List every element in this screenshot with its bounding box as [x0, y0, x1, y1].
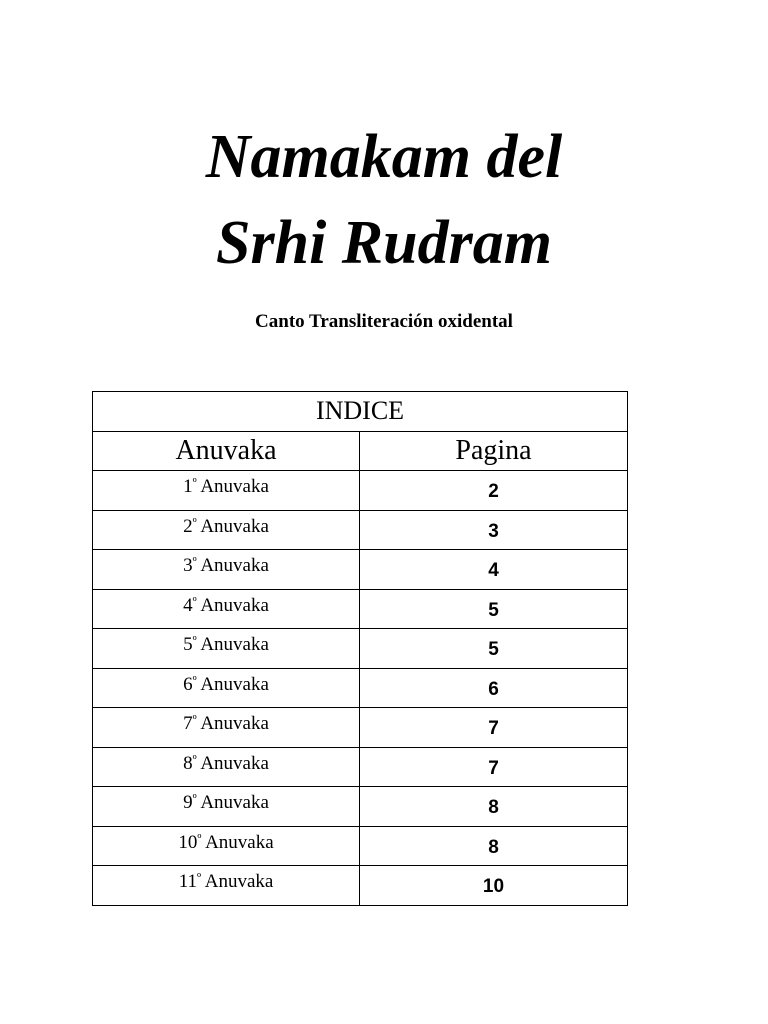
- anuvaka-label: Anuvaka: [200, 752, 269, 774]
- table-row: [93, 471, 628, 511]
- ordinal-mark: º: [197, 830, 202, 846]
- anuvaka-cell: [93, 787, 360, 827]
- ordinal-mark: º: [192, 712, 197, 727]
- title-line-1: Namakam del: [205, 123, 563, 191]
- anuvaka-number: 11: [178, 871, 197, 892]
- ordinal-mark: º: [192, 514, 197, 530]
- anuvaka-cell: [93, 550, 360, 590]
- table-row: [93, 826, 628, 866]
- index-header-row: [93, 431, 628, 471]
- anuvaka-cell: [93, 747, 360, 787]
- anuvaka-cell: [93, 629, 360, 669]
- anuvaka-number: 10: [178, 831, 198, 853]
- table-row: [93, 708, 628, 748]
- page-number-cell: 6: [360, 668, 628, 708]
- ordinal-mark: º: [192, 672, 197, 688]
- index-caption-row: [93, 392, 628, 432]
- column-header-pagina: Pagina: [360, 431, 628, 471]
- anuvaka-label: Anuvaka: [200, 476, 269, 497]
- page-number-cell: 3: [360, 510, 628, 550]
- anuvaka-label: Anuvaka: [205, 831, 274, 853]
- anuvaka-label: Anuvaka: [200, 792, 269, 813]
- anuvaka-number: 1: [183, 476, 193, 497]
- table-row: [93, 589, 628, 629]
- anuvaka-number: 3: [183, 555, 193, 576]
- anuvaka-number: 9: [183, 792, 193, 813]
- page-number-cell: 8: [360, 787, 628, 827]
- page-number-cell: 5: [360, 589, 628, 629]
- anuvaka-label: Anuvaka: [200, 713, 269, 734]
- anuvaka-number: 8: [183, 752, 193, 774]
- page-number-cell: 5: [360, 629, 628, 669]
- page-number-cell: 7: [360, 708, 628, 748]
- table-row: [93, 747, 628, 787]
- page-number-cell: 2: [360, 471, 628, 511]
- anuvaka-label: Anuvaka: [204, 871, 274, 892]
- anuvaka-number: 7: [183, 713, 193, 734]
- anuvaka-label: Anuvaka: [200, 673, 269, 695]
- ordinal-mark: º: [192, 475, 197, 490]
- page-number-cell: 4: [360, 550, 628, 590]
- table-row: [93, 510, 628, 550]
- title-line-2: Srhi Rudram: [215, 209, 552, 277]
- page-number-cell: 7: [360, 747, 628, 787]
- anuvaka-number: 4: [183, 594, 193, 616]
- anuvaka-label: Anuvaka: [200, 594, 269, 616]
- index-table: [92, 391, 628, 906]
- table-row: [93, 550, 628, 590]
- anuvaka-cell: [93, 708, 360, 748]
- anuvaka-label: Anuvaka: [200, 515, 269, 537]
- ordinal-mark: º: [192, 554, 197, 569]
- table-row: [93, 866, 628, 906]
- document-subtitle: Canto Transliteración oxidental: [255, 311, 513, 332]
- page-number-cell: 8: [360, 826, 628, 866]
- anuvaka-label: Anuvaka: [200, 634, 269, 655]
- anuvaka-number: 2: [183, 515, 193, 537]
- anuvaka-cell: [93, 471, 360, 511]
- ordinal-mark: º: [192, 751, 197, 767]
- anuvaka-cell: [93, 589, 360, 629]
- anuvaka-number: 6: [183, 673, 193, 695]
- anuvaka-cell: [93, 510, 360, 550]
- anuvaka-cell: [93, 826, 360, 866]
- ordinal-mark: º: [192, 633, 197, 648]
- ordinal-mark: º: [192, 791, 197, 806]
- anuvaka-label: Anuvaka: [200, 555, 269, 576]
- anuvaka-cell: [93, 866, 360, 906]
- ordinal-mark: º: [196, 870, 202, 885]
- index-caption: INDICE: [93, 392, 628, 432]
- anuvaka-cell: [93, 668, 360, 708]
- index-body: [93, 471, 628, 906]
- page-number-cell: 10: [360, 866, 628, 906]
- table-row: [93, 668, 628, 708]
- ordinal-mark: º: [192, 593, 197, 609]
- document-title: [0, 114, 768, 286]
- anuvaka-number: 5: [183, 634, 193, 655]
- table-row: [93, 629, 628, 669]
- column-header-anuvaka: Anuvaka: [93, 431, 360, 471]
- table-row: [93, 787, 628, 827]
